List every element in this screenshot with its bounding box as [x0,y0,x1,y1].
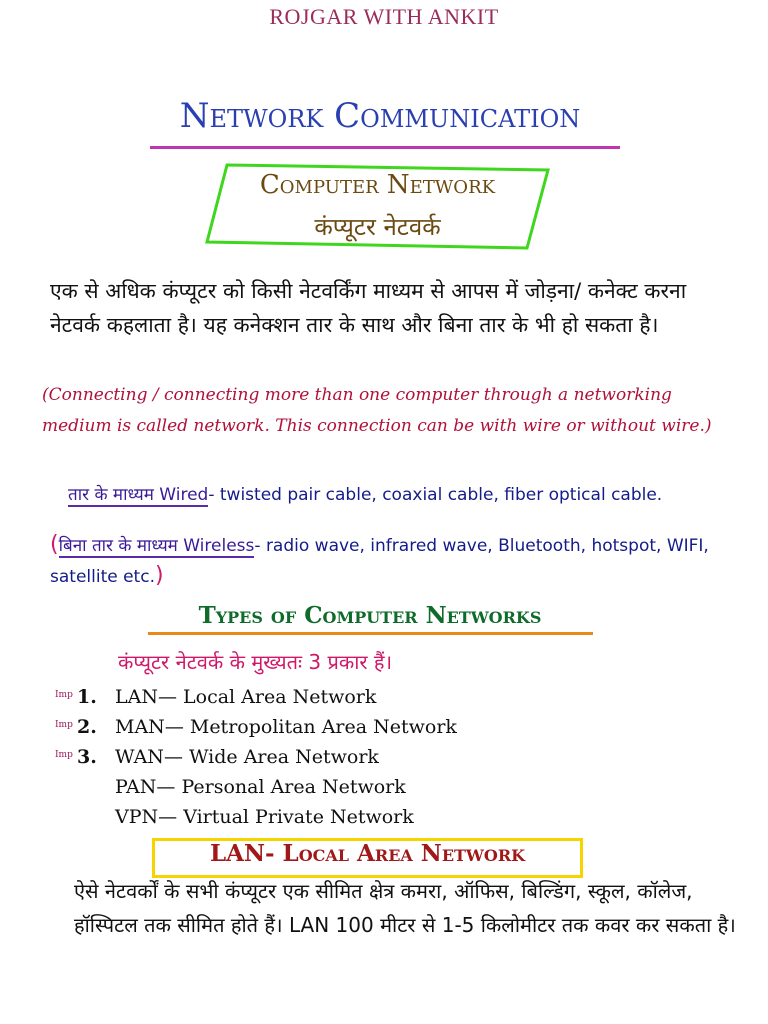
definition-hindi: एक से अधिक कंप्यूटर को किसी नेटवर्किंग माध्यम से आपस में जोड़ना/ कनेक्ट करना नेटवर्क कहलाता है। यह कनेक्शन तार के साथ और बिना तार के भी हो सकता है। [50,279,687,337]
important-mark: Imp [55,720,73,730]
network-name: Virtual Private Network [183,806,414,828]
list-item: Imp 2. MAN— Metropolitan Area Network [55,712,655,742]
title-underline [150,146,620,149]
network-abbr: LAN [115,686,158,708]
network-types-list [55,682,655,832]
wired-dash: - [208,485,215,505]
wired-label: तार के माध्यम Wired [68,485,209,505]
item-number: 1. [77,686,97,708]
lan-heading: LAN- Local Area Network [209,840,526,867]
wireless-open-paren: ( [50,532,59,557]
network-abbr: MAN [115,716,165,738]
item-number: 2. [77,716,97,738]
wireless-dash: - [254,536,261,556]
computer-network-hindi: कंप्यूटर नेटवर्क [314,213,441,241]
important-mark: Imp [55,690,73,700]
wireless-media: radio wave, infrared wave, Bluetooth, hotspot, WIFI, satellite etc. [50,536,709,587]
types-subtitle: कंप्यूटर नेटवर्क के मुख्यतः 3 प्रकार हैं। [118,650,393,674]
network-name: Wide Area Network [188,746,379,768]
types-heading: Types of Computer Networks [198,602,542,629]
important-mark: Imp [55,750,73,760]
wireless-section [50,530,750,592]
network-name: Personal Area Network [181,776,406,798]
computer-network-heading: Computer Network [259,170,496,200]
wireless-label: बिना तार के माध्यम Wireless [58,536,255,556]
network-name: Local Area Network [183,686,377,708]
wired-section [68,481,748,509]
types-underline [148,632,593,635]
list-item: Imp 1. LAN— Local Area Network [55,682,655,712]
wired-media: twisted pair cable, coaxial cable, fiber optical cable. [219,485,663,505]
page-title: Network Communication [179,96,581,136]
wireless-close-paren: ) [154,563,164,588]
item-number: 3. [77,746,97,768]
network-name: Metropolitan Area Network [189,716,457,738]
list-item: VPN— Virtual Private Network [115,806,414,828]
page-header: ROJGAR WITH ANKIT [269,4,499,29]
network-abbr: WAN [115,746,164,768]
list-item: PAN— Personal Area Network [115,776,406,798]
network-abbr: PAN [115,776,157,798]
list-item: Imp 3. WAN— Wide Area Network [55,742,655,772]
lan-description: ऐसे नेटवर्कों के सभी कंप्यूटर एक सीमित क्षेत्र कमरा, ऑफिस, बिल्डिंग, स्कूल, कॉलेज, हॉस्पिटल तक सीमित होते हैं। LAN 100 मीटर से 1-5 किलोमीटर तक कवर कर सकता है। [74,879,736,937]
network-abbr: VPN [115,806,159,828]
definition-english: (Connecting / connecting more than one computer through a networking medium is called network. This connection can be with wire or without wire.) [42,385,712,436]
